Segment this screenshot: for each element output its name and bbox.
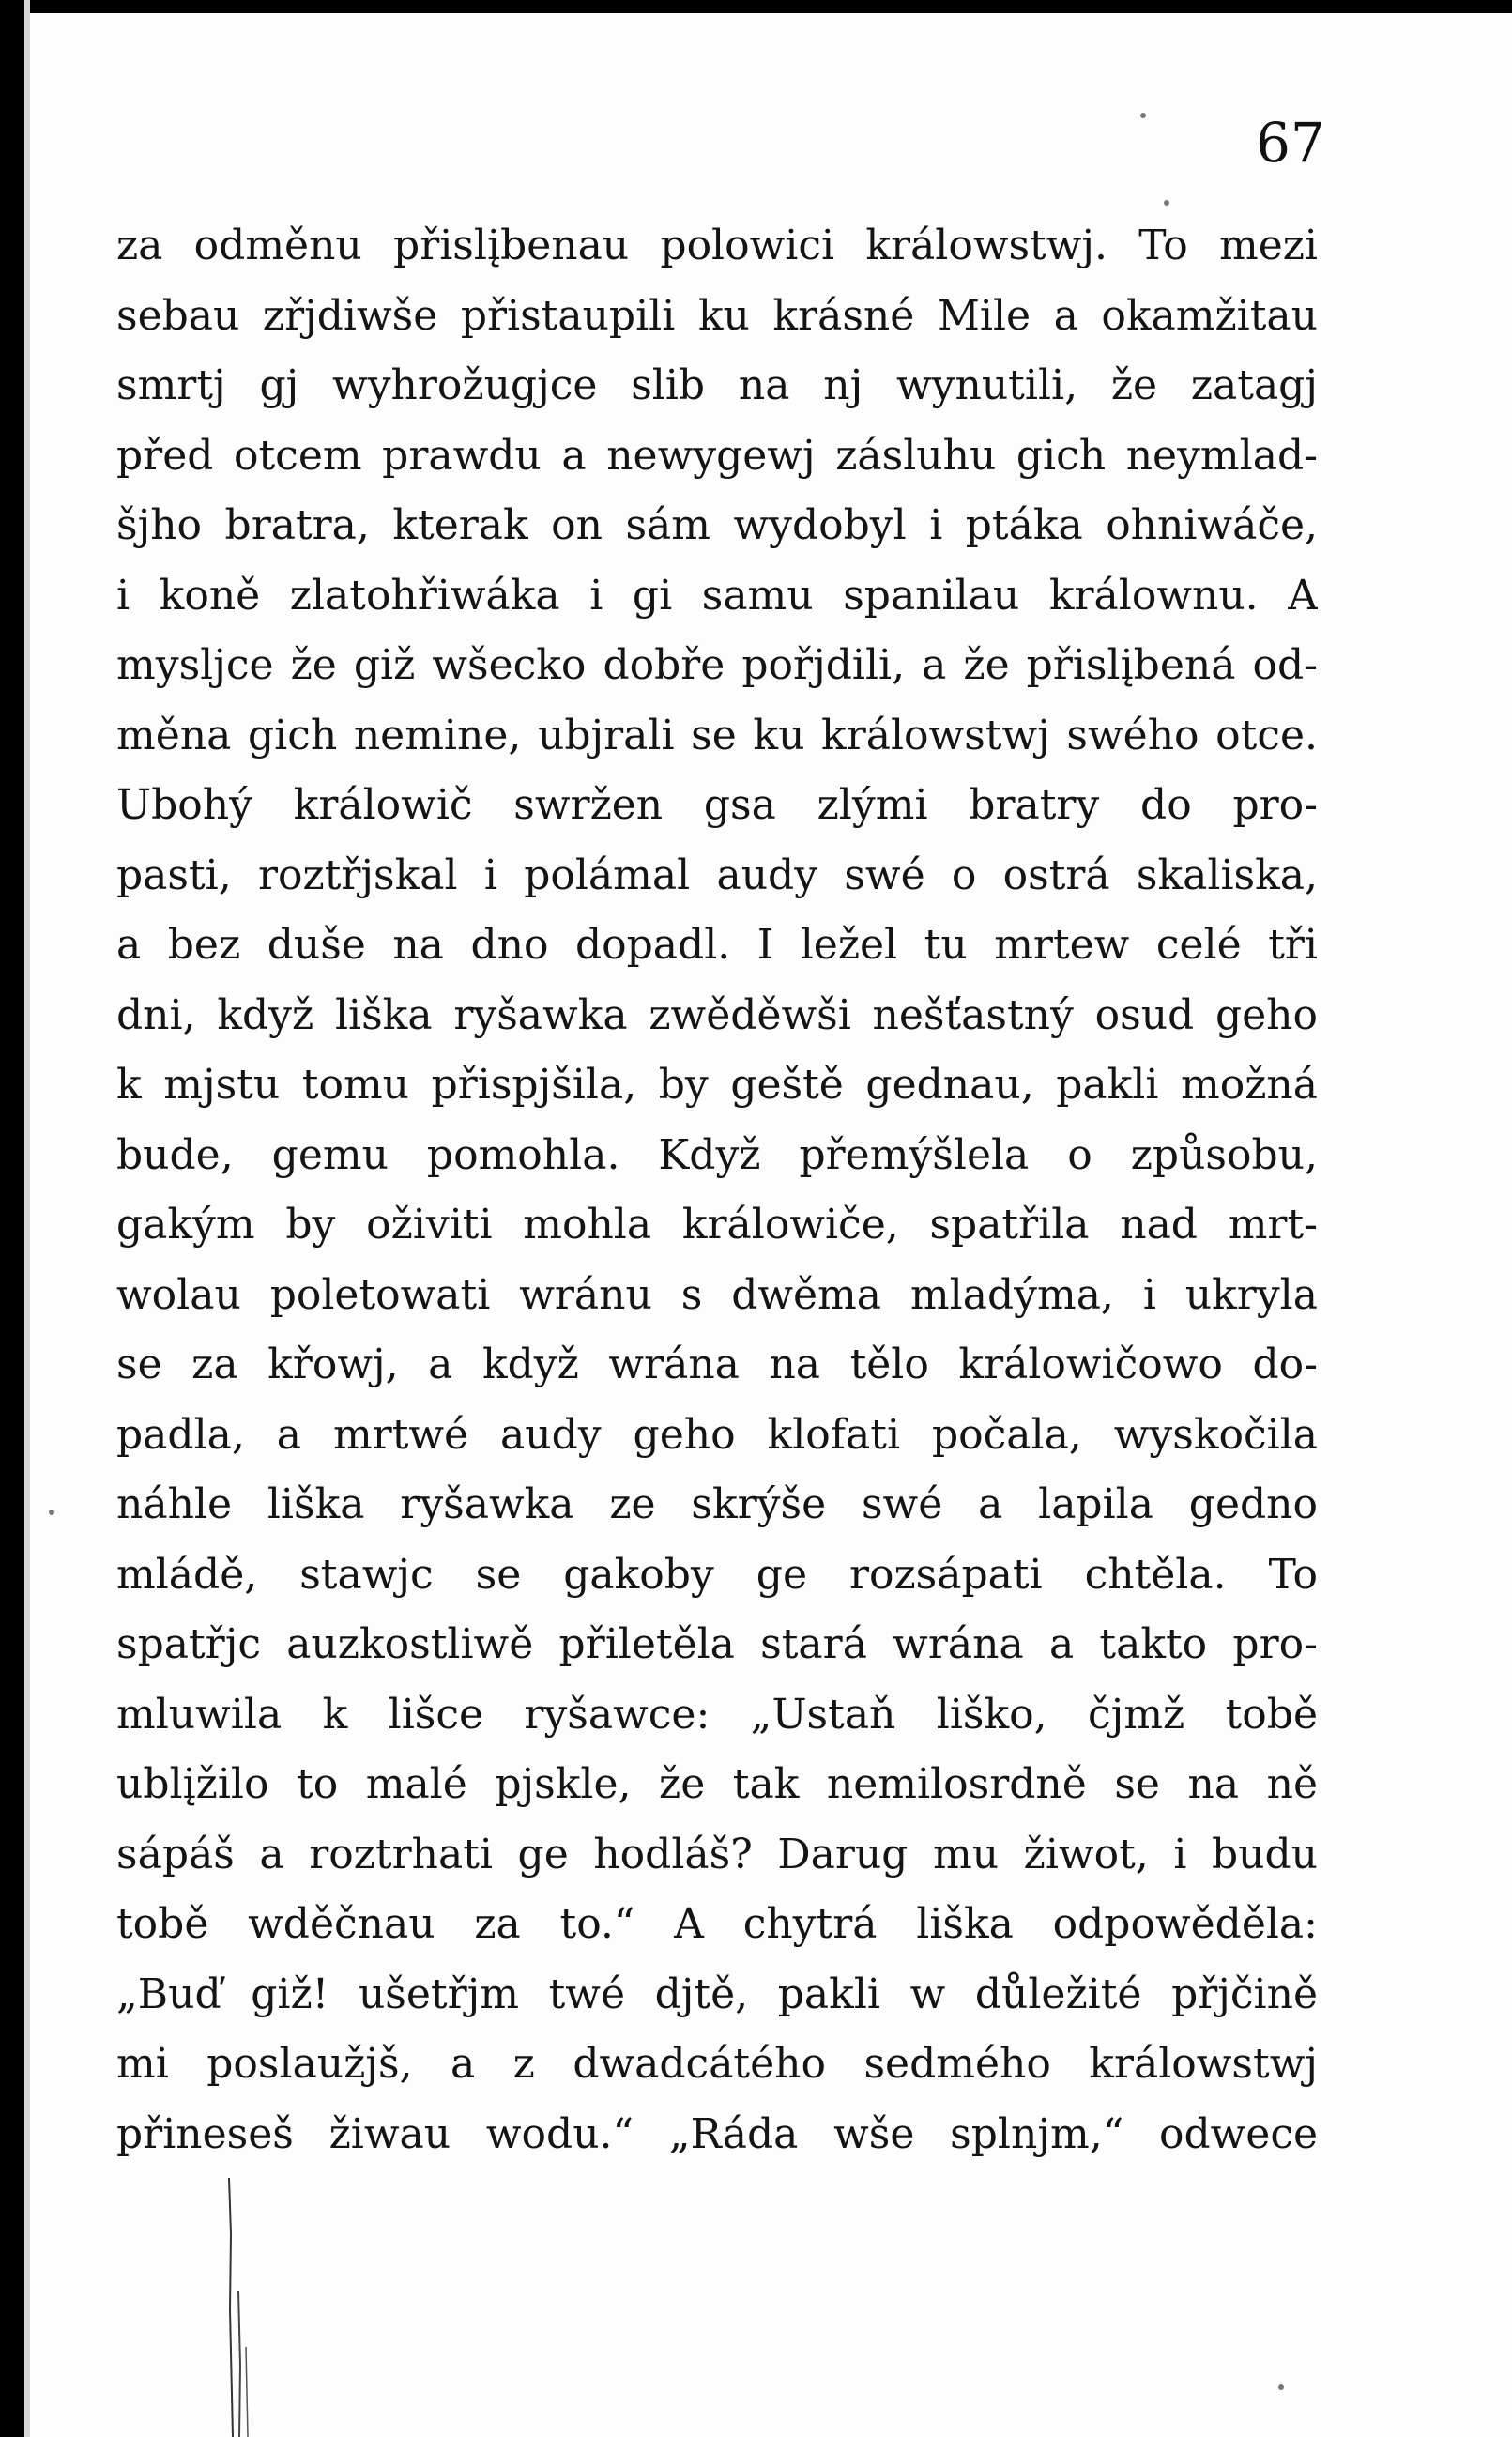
- text-line: měna gich nemine, ubjrali se ku králowstwj swého otce.: [116, 711, 1318, 759]
- text-line: spatřjc auzkostliwě přiletěla stará wrána a takto pro-: [116, 1620, 1318, 1668]
- text-line: za odměnu přislįbenau polowici králowstwj. To mezi: [116, 222, 1318, 269]
- text-line: bude, gemu pomohla. Když přemýšlela o způsobu,: [116, 1130, 1318, 1179]
- text-line: mluwila k lišce ryšawce: „Ustaň liško, čjmž tobě: [116, 1690, 1318, 1739]
- text-line: tobě wděčnau za to.“ A chytrá liška odpowěděla:: [116, 1900, 1318, 1948]
- page-number: 67: [1256, 111, 1325, 175]
- text-line: se za křowj, a když wrána na tělo králowičowo do-: [116, 1341, 1318, 1388]
- text-line: a bez duše na dno dopadl. I ležel tu mrtew celé tři: [116, 921, 1318, 969]
- text-line: sebau zřjdiwše přistaupili ku krásné Mile a okamžitau: [116, 291, 1318, 340]
- scan-speck: [49, 1510, 54, 1515]
- scan-top-border: [0, 0, 1512, 13]
- text-line: přineseš žiwau wodu.“ „Ráda wše splnjm,“ odwece: [116, 2109, 1318, 2158]
- text-line: pasti, roztřjskal i polámal audy swé o ostrá skaliska,: [116, 851, 1318, 899]
- text-line: ublįžilo to malé pjskle, že tak nemilosrdně se na ně: [116, 1760, 1318, 1808]
- text-line: mysljce že giž wšecko dobře pořjdili, a že přislįbená od-: [116, 641, 1318, 689]
- text-line: sápáš a roztrhati ge hodláš? Darug mu žiwot, i budu: [116, 1830, 1318, 1878]
- text-line: wolau poletowati wránu s dwěma mladýma, i ukryla: [116, 1270, 1318, 1319]
- binding-thread-marks: [225, 2178, 253, 2437]
- text-line: mi poslaužjš, a z dwadcátého sedmého králowstwj: [116, 2040, 1318, 2088]
- text-line: gakým by oživiti mohla králowiče, spatřila nad mrt-: [116, 1201, 1318, 1249]
- text-line: k mjstu tomu přispjšila, by geště gednau, pakli možná: [116, 1061, 1318, 1109]
- text-line: šjho bratra, kterak on sám wydobyl i ptáka ohniwáče,: [116, 501, 1318, 549]
- text-line: smrtj gj wyhrožugjce slib na nj wynutili, že zatagj: [116, 361, 1318, 409]
- text-line: i koně zlatohřiwáka i gi samu spanilau králownu. A: [116, 571, 1318, 620]
- scan-speck: [1278, 2384, 1284, 2390]
- body-text: [116, 211, 1318, 2169]
- text-line: před otcem prawdu a newygewj zásluhu gich neymlad-: [116, 431, 1318, 480]
- scan-speck: [1164, 200, 1169, 206]
- text-line: dni, když liška ryšawka zwěděwši nešťastný osud geho: [116, 990, 1318, 1039]
- text-line: „Buď giž! ušetřjm twé djtě, pakli w důležité přjčině: [116, 1970, 1318, 2018]
- scan-speck: [1140, 113, 1146, 118]
- text-line: mládě, stawjc se gakoby ge rozsápati chtěla. To: [116, 1550, 1318, 1599]
- text-line: padla, a mrtwé audy geho klofati počala, wyskočila: [116, 1410, 1318, 1459]
- scan-left-border: [0, 0, 24, 2437]
- text-line: náhle liška ryšawka ze skrýše swé a lapila gedno: [116, 1480, 1318, 1528]
- text-line: Ubohý králowič swržen gsa zlými bratry do pro-: [116, 781, 1318, 829]
